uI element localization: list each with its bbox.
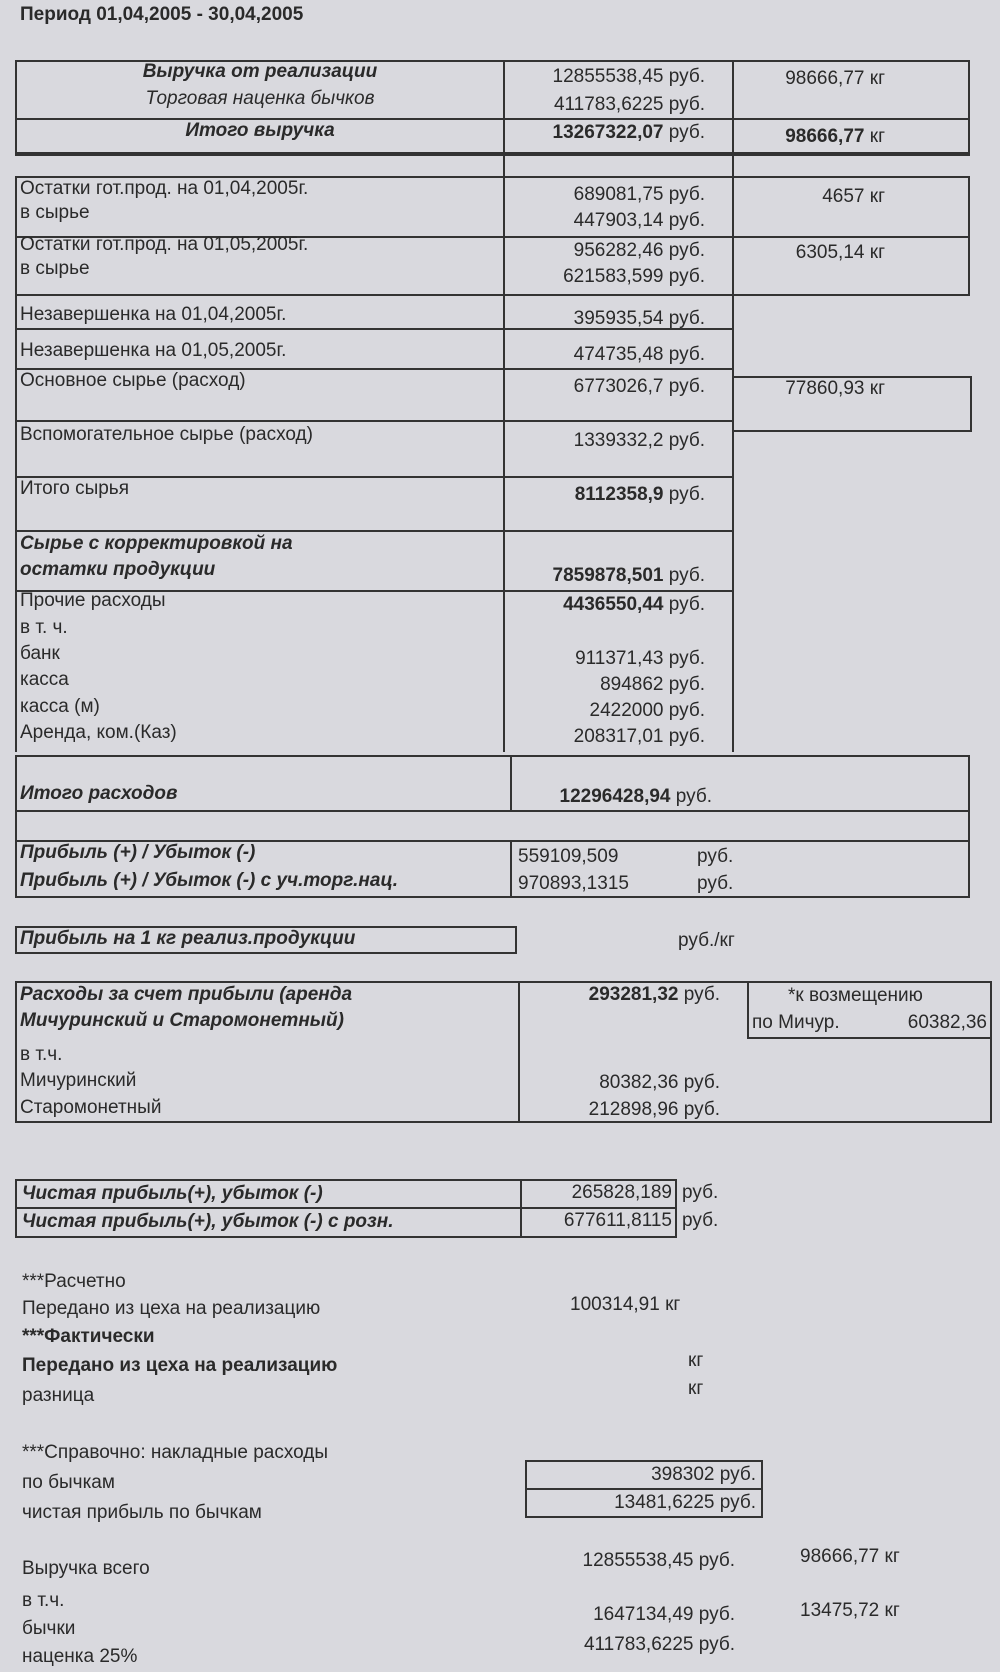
profit-expenses-label-1: Расходы за счет прибыли (аренда [20, 984, 353, 1005]
stock-start-raw-value: 447903,14 руб. [573, 210, 705, 231]
wip-end-label: Незавершенка на 01,05,2005г. [20, 340, 287, 361]
stock-start-kg: 4657 кг [822, 186, 885, 207]
ref-net-bulls-label: чистая прибыль по бычкам [22, 1502, 262, 1523]
ref-bulls-label: по бычкам [22, 1472, 115, 1493]
adjusted-label-1: Сырье с корректировкой на [20, 533, 293, 554]
ref-overhead-value: 398302 руб. [651, 1464, 756, 1485]
stock-end-raw-value: 621583,599 руб. [563, 266, 705, 287]
calc-fact-transfer-label: Передано из цеха на реализацию [22, 1355, 338, 1376]
summary-bulls-kg: 13475,72 кг [800, 1600, 900, 1621]
cash-m-value: 2422000 руб. [589, 700, 705, 721]
net-profit-label: Чистая прибыль(+), убыток (-) [22, 1183, 323, 1204]
profit-markup-label: Прибыль (+) / Убыток (-) с уч.торг.нац. [20, 870, 399, 891]
materials-total-label: Итого сырья [20, 478, 129, 499]
refund-value: 60382,36 [907, 1012, 987, 1033]
narrow-table-right [732, 296, 734, 752]
calc-fact-label: ***Фактически [22, 1326, 155, 1347]
net-profit-value: 265828,189 [571, 1182, 672, 1203]
revenue-divider-2 [15, 152, 970, 154]
staromonetny-label: Старомонетный [20, 1097, 162, 1118]
materials-divider-3 [15, 530, 734, 532]
stock-end-label: Остатки гот.прод. на 01,05,2005г. [20, 234, 309, 255]
summary-revenue-kg: 98666,77 кг [800, 1546, 900, 1567]
net-profit-retail-unit: руб. [682, 1210, 719, 1231]
adjusted-label-2: остатки продукции [20, 559, 216, 580]
calc-fact-unit: кг [688, 1350, 704, 1371]
revenue-markup-value: 411783,6225 руб. [553, 94, 705, 115]
main-material-value: 6773026,7 руб. [573, 376, 705, 397]
revenue-sales-label: Выручка от реализации [142, 61, 378, 82]
other-incl-label: в т. ч. [20, 617, 68, 638]
stock-end-value: 956282,46 руб. [573, 240, 705, 261]
aux-material-label: Вспомогательное сырье (расход) [20, 424, 313, 445]
stock-start-value: 689081,75 руб. [573, 184, 705, 205]
expenses-total-label: Итого расходов [20, 783, 178, 804]
profit-value: 559109,509 [518, 846, 619, 867]
summary-revenue-label: Выручка всего [22, 1558, 150, 1579]
totals-col-2 [510, 840, 512, 898]
wip-start-value: 395935,54 руб. [573, 308, 705, 329]
staromonetny-value: 212898,96 руб. [588, 1099, 720, 1120]
per-kg-unit: руб./кг [678, 930, 735, 951]
cash-value: 894862 руб. [600, 674, 705, 695]
summary-revenue-value: 12855538,45 руб. [582, 1550, 735, 1571]
profit-expenses-value: 293281,32 руб. [588, 984, 720, 1005]
revenue-sales-kg: 98666,77 кг [785, 68, 885, 89]
profit-expenses-label-2: Мичуринский и Старомонетный) [20, 1010, 344, 1031]
bank-value: 911371,43 руб. [575, 648, 705, 669]
revenue-total-label: Итого выручка [185, 120, 335, 141]
stock-end-kg: 6305,14 кг [795, 242, 885, 263]
stock-start-raw-label: в сырье [20, 202, 90, 223]
materials-divider-1 [15, 420, 734, 422]
totals-divider-1 [15, 810, 970, 812]
main-material-kg: 77860,93 кг [785, 378, 885, 399]
adjusted-value: 7859878,501 руб. [552, 565, 705, 586]
bank-label: банк [20, 643, 60, 664]
summary-markup-label: наценка 25% [22, 1646, 138, 1667]
calc-transfer-value: 100314,91 кг [570, 1294, 681, 1315]
refund-label: *к возмещению [788, 985, 923, 1006]
michurinsky-label: Мичуринский [20, 1070, 137, 1091]
main-material-label: Основное сырье (расход) [20, 370, 246, 391]
calc-diff-label: разница [22, 1385, 95, 1406]
rent-value: 208317,01 руб. [573, 726, 705, 747]
period-title: Период 01,04,2005 - 30,04,2005 [20, 4, 304, 25]
expenses-total-value: 12296428,94 руб. [559, 786, 712, 807]
ref-divider [525, 1488, 763, 1490]
calc-transfer-label: Передано из цеха на реализацию [22, 1298, 321, 1319]
revenue-total-value: 13267322,07 руб. [552, 122, 705, 143]
aux-material-value: 1339332,2 руб. [573, 430, 705, 451]
revenue-total-kg: 98666,77 кг [785, 126, 885, 147]
wip-start-label: Незавершенка на 01,04,2005г. [20, 304, 287, 325]
profit-expenses-incl-label: в т.ч. [20, 1044, 63, 1065]
profit-label: Прибыль (+) / Убыток (-) [20, 842, 256, 863]
profit-markup-value: 970893,1315 [518, 873, 629, 894]
narrow-table-left [15, 296, 17, 752]
profit-markup-unit: руб. [697, 873, 734, 894]
stock-start-label: Остатки гот.прод. на 01,04,2005г. [20, 178, 309, 199]
net-profit-retail-label: Чистая прибыль(+), убыток (-) с розн. [22, 1211, 394, 1232]
wip-end-value: 474735,48 руб. [573, 344, 705, 365]
revenue-sales-value: 12855538,45 руб. [552, 66, 705, 87]
summary-bulls-value: 1647134,49 руб. [593, 1604, 735, 1625]
cash-label: касса [20, 669, 69, 690]
other-label: Прочие расходы [20, 590, 166, 611]
revenue-markup-label: Торговая наценка бычков [145, 88, 375, 109]
ref-label: ***Справочно: накладные расходы [22, 1442, 329, 1463]
per-kg-label: Прибыль на 1 кг реализ.продукции [20, 928, 356, 949]
ref-net-bulls-value: 13481,6225 руб. [614, 1492, 756, 1513]
other-value: 4436550,44 руб. [563, 594, 705, 615]
michurinsky-value: 80382,36 руб. [599, 1072, 720, 1093]
net-profit-divider [15, 1207, 677, 1209]
calc-diff-unit: кг [688, 1378, 704, 1399]
profit-unit: руб. [697, 846, 734, 867]
net-profit-unit: руб. [682, 1182, 719, 1203]
refund-sub-label: по Мичур. [752, 1012, 840, 1033]
calc-est-label: ***Расчетно [22, 1271, 126, 1292]
rent-label: Аренда, ком.(Каз) [20, 722, 177, 743]
summary-bulls-label: бычки [22, 1618, 76, 1639]
cash-m-label: касса (м) [20, 696, 100, 717]
stock-end-raw-label: в сырье [20, 258, 90, 279]
materials-total-value: 8112358,9 руб. [574, 484, 705, 505]
summary-markup-value: 411783,6225 руб. [583, 1634, 735, 1655]
net-profit-retail-value: 677611,8115 [563, 1210, 672, 1231]
summary-incl-label: в т.ч. [22, 1590, 65, 1611]
